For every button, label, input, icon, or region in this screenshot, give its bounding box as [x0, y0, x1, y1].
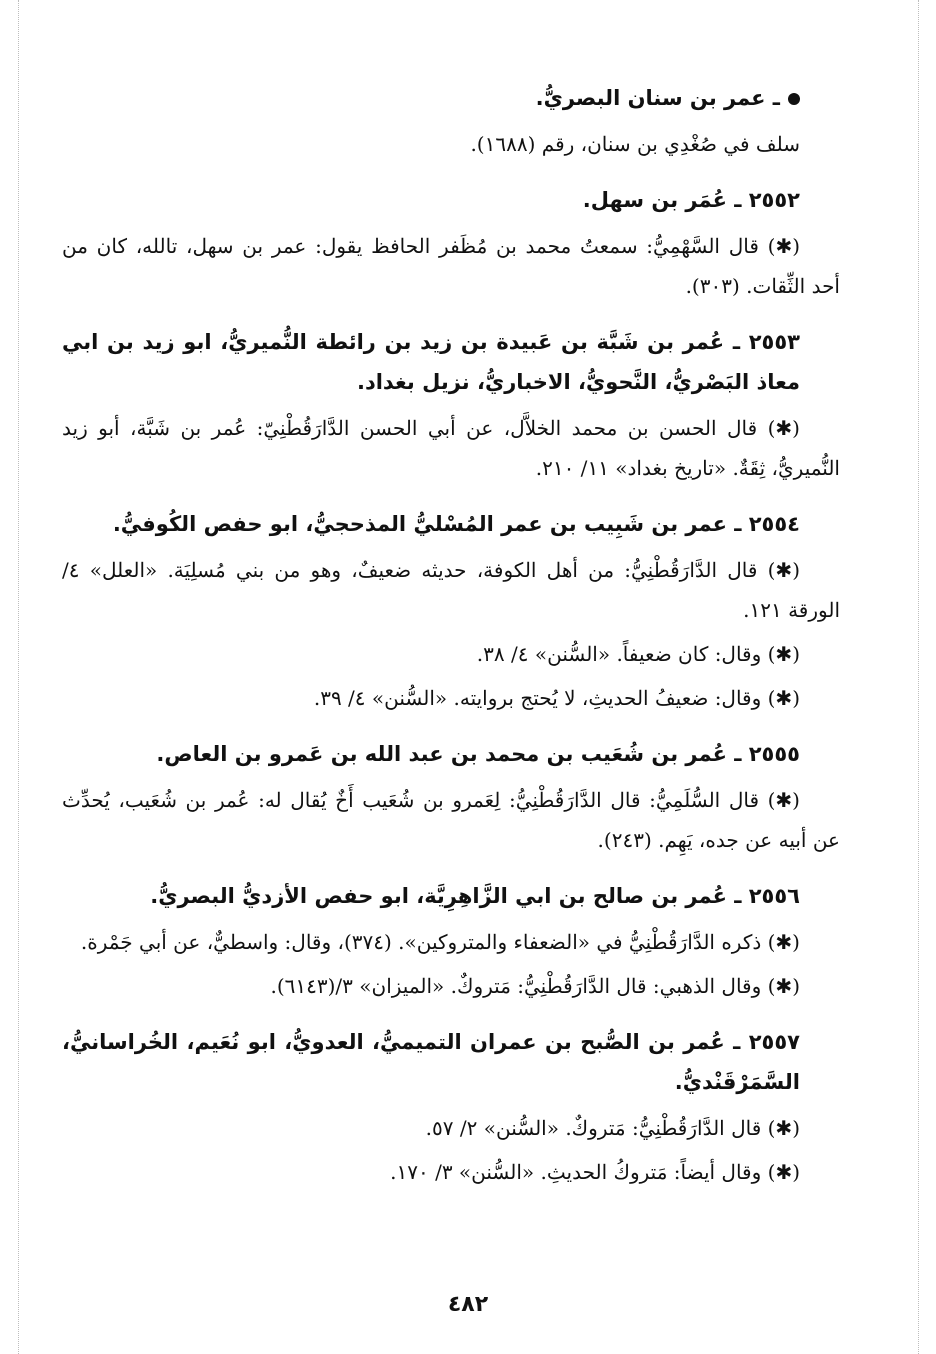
- entry: [62, 504, 840, 718]
- document-page: [62, 78, 840, 1196]
- bullet-icon: [788, 93, 800, 105]
- entry-paragraph: (✱) قال السَّهْمِيُّ: سمعتُ محمد بن مُظَفر الحافظ يقول: عمر بن سهل، تالله، كان من أحد الثِّقات. (٣٠٣).: [62, 234, 840, 298]
- entry-paragraph: (✱) وقال الذهبي: قال الدَّارَقُطْنِيُّ: مَتروكٌ. «الميزان» ٣/(٦١٤٣).: [270, 974, 800, 998]
- entry-paragraph: (✱) قال السُّلَمِيُّ: قال الدَّارَقُطْنِيُّ: لِعَمرو بن شُعَيب أَخٌ يُقال له: عُمر بن شُعَيب، يُحدِّث عن أبيه عن جده، يَهِم. (٢٤٣).: [62, 788, 840, 852]
- entry-heading: ٢٥٥٧ ـ عُمر بن الصُّبح بن عمران التميميُّ، العدويُّ، ابو نُعَيم، الخُراسانيُّ، السَّمَرْقَنْديُّ.: [62, 1030, 800, 1094]
- entry-paragraph: (✱) وقال أيضاً: مَتروكُ الحديثِ. «السُّنن» ٣/ ١٧٠.: [390, 1160, 800, 1184]
- entry: [62, 1022, 840, 1192]
- entry: [62, 876, 840, 1006]
- entry-paragraph: (✱) قال الدَّارَقُطْنِيُّ: من أهل الكوفة، حديثه ضعيفٌ، وهو من بني مُسلِيَة. «العلل» ٤/الورقة ١٢١.: [62, 558, 840, 622]
- entry-heading: ٢٥٥٢ ـ عُمَر بن سهل.: [582, 188, 800, 212]
- entry-heading: ٢٥٥٣ ـ عُمر بن شَبَّة بن عَبيدة بن زيد بن رائطة النُّميريُّ، ابو زيد بن ابي معاذ البَصْريُّ، النَّحويُّ، الاخباريُّ، نزيل بغداد.: [62, 330, 800, 394]
- entry-paragraph: سلف في صُغْدِي بن سنان، رقم (١٦٨٨).: [470, 132, 800, 156]
- entry-heading: ٢٥٥٥ ـ عُمر بن شُعَيب بن محمد بن عبد الله بن عَمرو بن العاص.: [156, 742, 800, 766]
- left-margin-line: [18, 0, 19, 1354]
- entry: [62, 322, 840, 488]
- entry: [62, 180, 840, 306]
- entry: [62, 78, 840, 164]
- entry-heading: ـ عمر بن سنان البصريُّ.: [62, 78, 840, 118]
- entry-heading: ٢٥٥٤ ـ عمر بن شَبِيب بن عمر المُسْليُّ المذحجيُّ، ابو حفص الكُوفيُّ.: [112, 512, 800, 536]
- entry-paragraph: (✱) ذكره الدَّارَقُطْنِيُّ في «الضعفاء والمتروكين». (٣٧٤)، وقال: واسطيٌّ، عن أبي جَمْرة.: [80, 930, 800, 954]
- entry-heading: ٢٥٥٦ ـ عُمر بن صالح بن ابي الزَّاهِرِيَّة، ابو حفص الأزديُّ البصريُّ.: [150, 884, 800, 908]
- entry-paragraph: (✱) قال الحسن بن محمد الخلاَّل، عن أبي الحسن الدَّارَقُطْنِيّ: عُمر بن شَبَّة، أبو زيد النُّميريُّ، ثِقَةٌ. «تاريخ بغداد» ١١/ ٢١٠.: [62, 416, 840, 480]
- entry-paragraph: (✱) قال الدَّارَقُطْنِيُّ: مَتروكٌ. «السُّنن» ٢/ ٥٧.: [425, 1116, 800, 1140]
- entry-paragraph: (✱) وقال: ضعيفُ الحديثِ، لا يُحتج بروايته. «السُّنن» ٤/ ٣٩.: [313, 686, 800, 710]
- entry-paragraph: (✱) وقال: كان ضعيفاً. «السُّنن» ٤/ ٣٨.: [476, 642, 800, 666]
- right-margin-line: [918, 0, 919, 1354]
- page-number: ٤٨٢: [447, 1292, 489, 1317]
- entry: [62, 734, 840, 860]
